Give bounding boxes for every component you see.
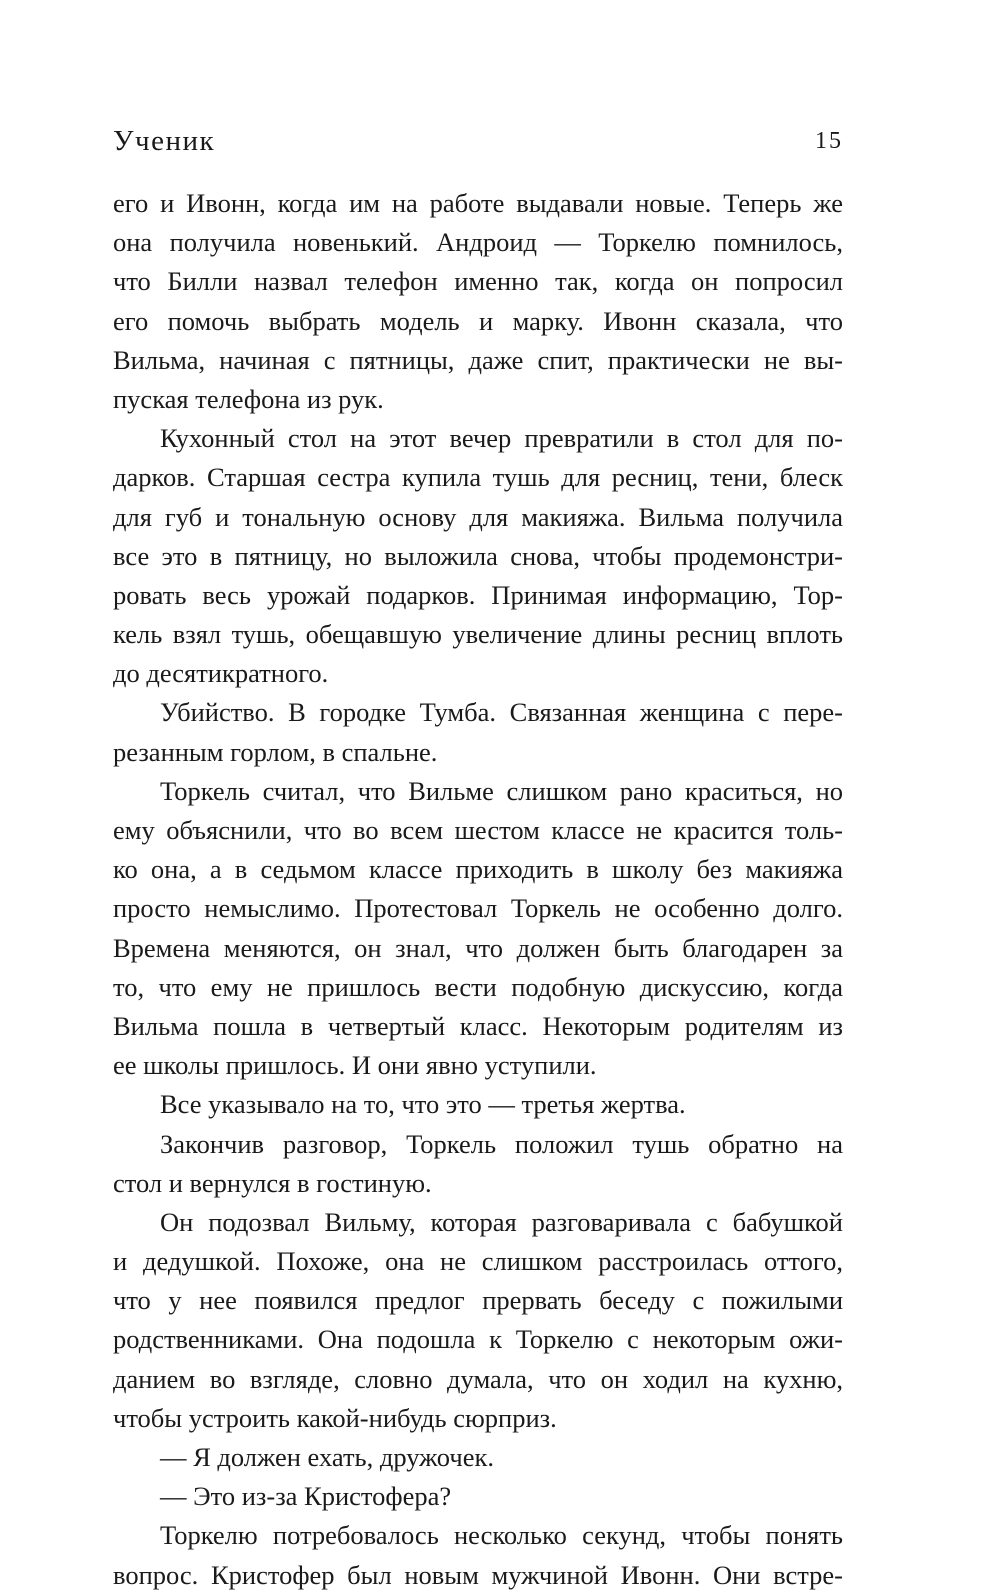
text-line: его и Ивонн, когда им на работе выдавали новые. Теперь же (113, 188, 843, 218)
text-line: его помочь выбрать модель и марку. Ивонн сказала, что (113, 305, 843, 336)
text-line: Торкелю потребовалось несколько секунд, чтобы понять (160, 1520, 843, 1551)
text-line: то, что ему не пришлось вести подобную дискуссию, когда (113, 971, 843, 1002)
text-line: Времена меняются, он знал, что должен быть благодарен за (113, 932, 843, 963)
text-line: ровать весь урожай подарков. Принимая информацию, Тор- (113, 579, 843, 610)
text-line: Кухонный стол на этот вечер превратили в стол для по- (160, 423, 843, 454)
text-line: резанным горлом, в спальне. (113, 736, 438, 767)
text-line: кель взял тушь, обещавшую увеличение длины ресниц вплоть (113, 619, 843, 650)
text-line: что у нее появился предлог прервать беседу с пожилыми (113, 1285, 843, 1316)
text-line: ко она, а в седьмом классе приходить в школу без макияжа (113, 854, 843, 885)
text-line: и дедушкой. Похоже, она не слишком расстроилась оттого, (113, 1246, 843, 1277)
running-title: Ученик (113, 125, 216, 157)
text-line: ее школы пришлось. И они явно уступили. (113, 1050, 597, 1081)
text-line: до десятикратного. (113, 658, 329, 689)
text-line: Убийство. В городке Тумба. Связанная женщина с пере- (160, 697, 843, 728)
text-line: ему объяснили, что во всем шестом классе не красится толь- (113, 815, 843, 845)
text-line: данием во взгляде, словно думала, что он ходил на кухню, (113, 1363, 843, 1394)
text-line: — Я должен ехать, дружочек. (160, 1442, 494, 1472)
text-line: Вильма пошла в четвертый класс. Некоторым родителям из (113, 1010, 843, 1041)
text-line: чтобы устроить какой-нибудь сюрприз. (113, 1402, 557, 1433)
running-head (113, 121, 843, 161)
text-line: стол и вернулся в гостиную. (113, 1167, 432, 1198)
text-line: родственниками. Она подошла к Торкелю с некоторым ожи- (113, 1324, 843, 1355)
page-number: 15 (815, 128, 843, 154)
text-line: Все указывало на то, что это — третья жертва. (160, 1089, 686, 1120)
text-line: все это в пятницу, но выложила снова, чтобы продемонстри- (113, 540, 843, 571)
text-line: пуская телефона из рук. (113, 383, 384, 414)
text-line: просто немыслимо. Протестовал Торкель не особенно долго. (113, 893, 843, 924)
text-line: Торкель считал, что Вильме слишком рано краситься, но (160, 775, 843, 806)
text-line: вопрос. Кристофер был новым мужчиной Ивонн. Они встре- (113, 1559, 843, 1590)
text-line: — Это из-за Кристофера? (160, 1481, 452, 1512)
text-line: Вильма, начиная с пятницы, даже спит, практически не вы- (113, 344, 843, 375)
text-line: она получила новенький. Андроид — Торкелю помнилось, (113, 227, 843, 258)
text-line: для губ и тональную основу для макияжа. Вильма получила (113, 501, 843, 532)
text-line: дарков. Старшая сестра купила тушь для ресниц, тени, блеск (113, 462, 843, 493)
text-line: Закончив разговор, Торкель положил тушь обратно на (160, 1128, 843, 1159)
body-text (113, 184, 843, 1595)
text-line: Он подозвал Вильму, которая разговаривала с бабушкой (160, 1206, 843, 1237)
text-line: что Билли назвал телефон именно так, когда он попросил (113, 266, 843, 297)
